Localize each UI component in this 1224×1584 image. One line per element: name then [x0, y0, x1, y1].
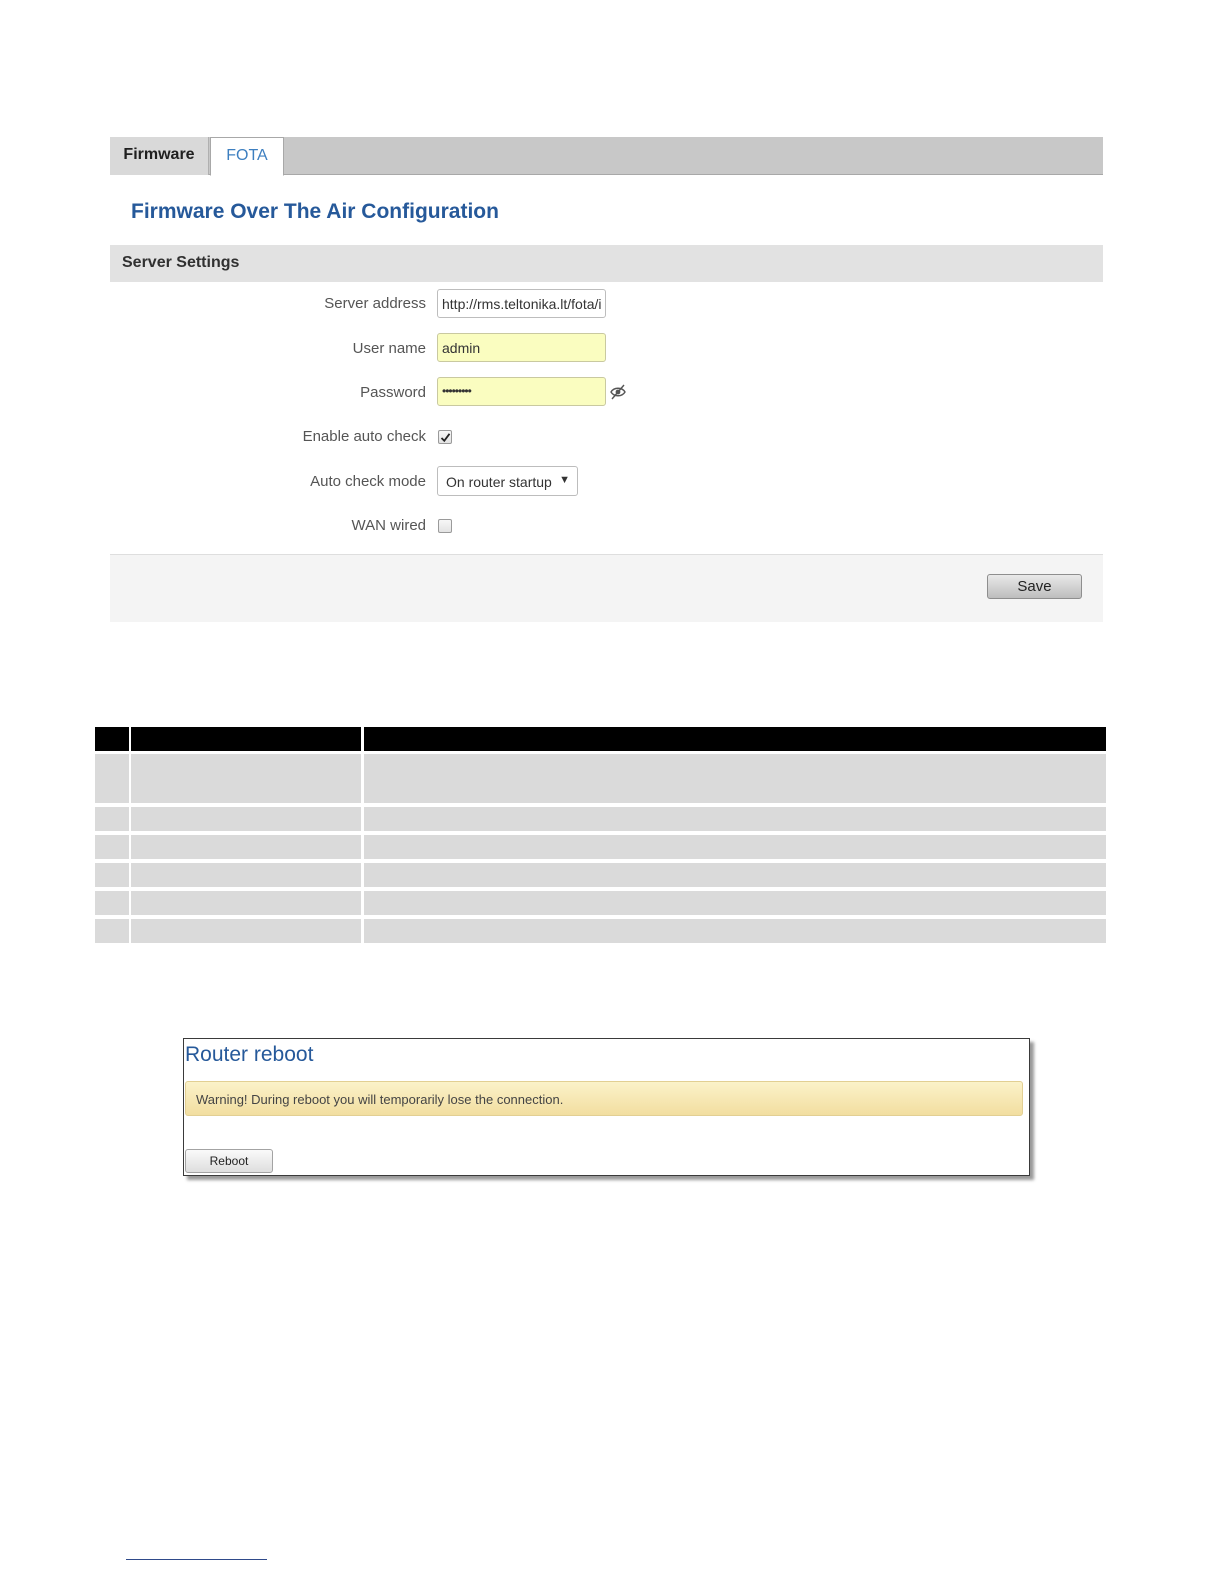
save-button[interactable]: Save [987, 574, 1082, 599]
reboot-warning-alert: Warning! During reboot you will temporarily lose the connection. [185, 1081, 1023, 1116]
table-header-row [95, 727, 1106, 751]
table-header-cell [131, 727, 361, 751]
table-row [95, 863, 1106, 887]
table-row [95, 807, 1106, 831]
table-header-cell [364, 727, 1106, 751]
enable-auto-check-label: Enable auto check [302, 428, 426, 445]
user-name-input[interactable]: admin [437, 333, 606, 362]
tab-bar [110, 137, 1103, 175]
tab-fota[interactable]: FOTA [210, 137, 284, 176]
table-row [95, 891, 1106, 915]
user-name-label: User name [352, 340, 426, 357]
auto-check-mode-value: On router startup [446, 474, 552, 490]
show-password-icon[interactable] [609, 383, 627, 401]
reboot-title: Router reboot [185, 1043, 314, 1066]
chevron-down-icon: ▼ [559, 474, 570, 486]
footnote-divider [126, 1559, 267, 1560]
reboot-button[interactable]: Reboot [185, 1149, 273, 1173]
password-label: Password [360, 384, 426, 401]
page-title: Firmware Over The Air Configuration [131, 200, 499, 223]
enable-auto-check-checkbox[interactable] [438, 430, 452, 444]
section-header-server-settings: Server Settings [110, 245, 1103, 282]
checkmark-icon [440, 432, 451, 443]
auto-check-mode-select[interactable] [437, 466, 578, 496]
table-header-cell [95, 727, 129, 751]
server-address-label: Server address [324, 295, 426, 312]
auto-check-mode-label: Auto check mode [310, 473, 426, 490]
server-address-input[interactable]: http://rms.teltonika.lt/fota/i [437, 289, 606, 318]
table-row [95, 835, 1106, 859]
form-footer [110, 554, 1103, 622]
table-row [95, 754, 1106, 803]
table-row [95, 919, 1106, 943]
wan-wired-label: WAN wired [351, 517, 426, 534]
wan-wired-checkbox[interactable] [438, 519, 452, 533]
password-input[interactable]: ••••••••• [437, 377, 606, 406]
router-reboot-panel [183, 1038, 1030, 1176]
tab-firmware[interactable]: Firmware [110, 137, 209, 175]
